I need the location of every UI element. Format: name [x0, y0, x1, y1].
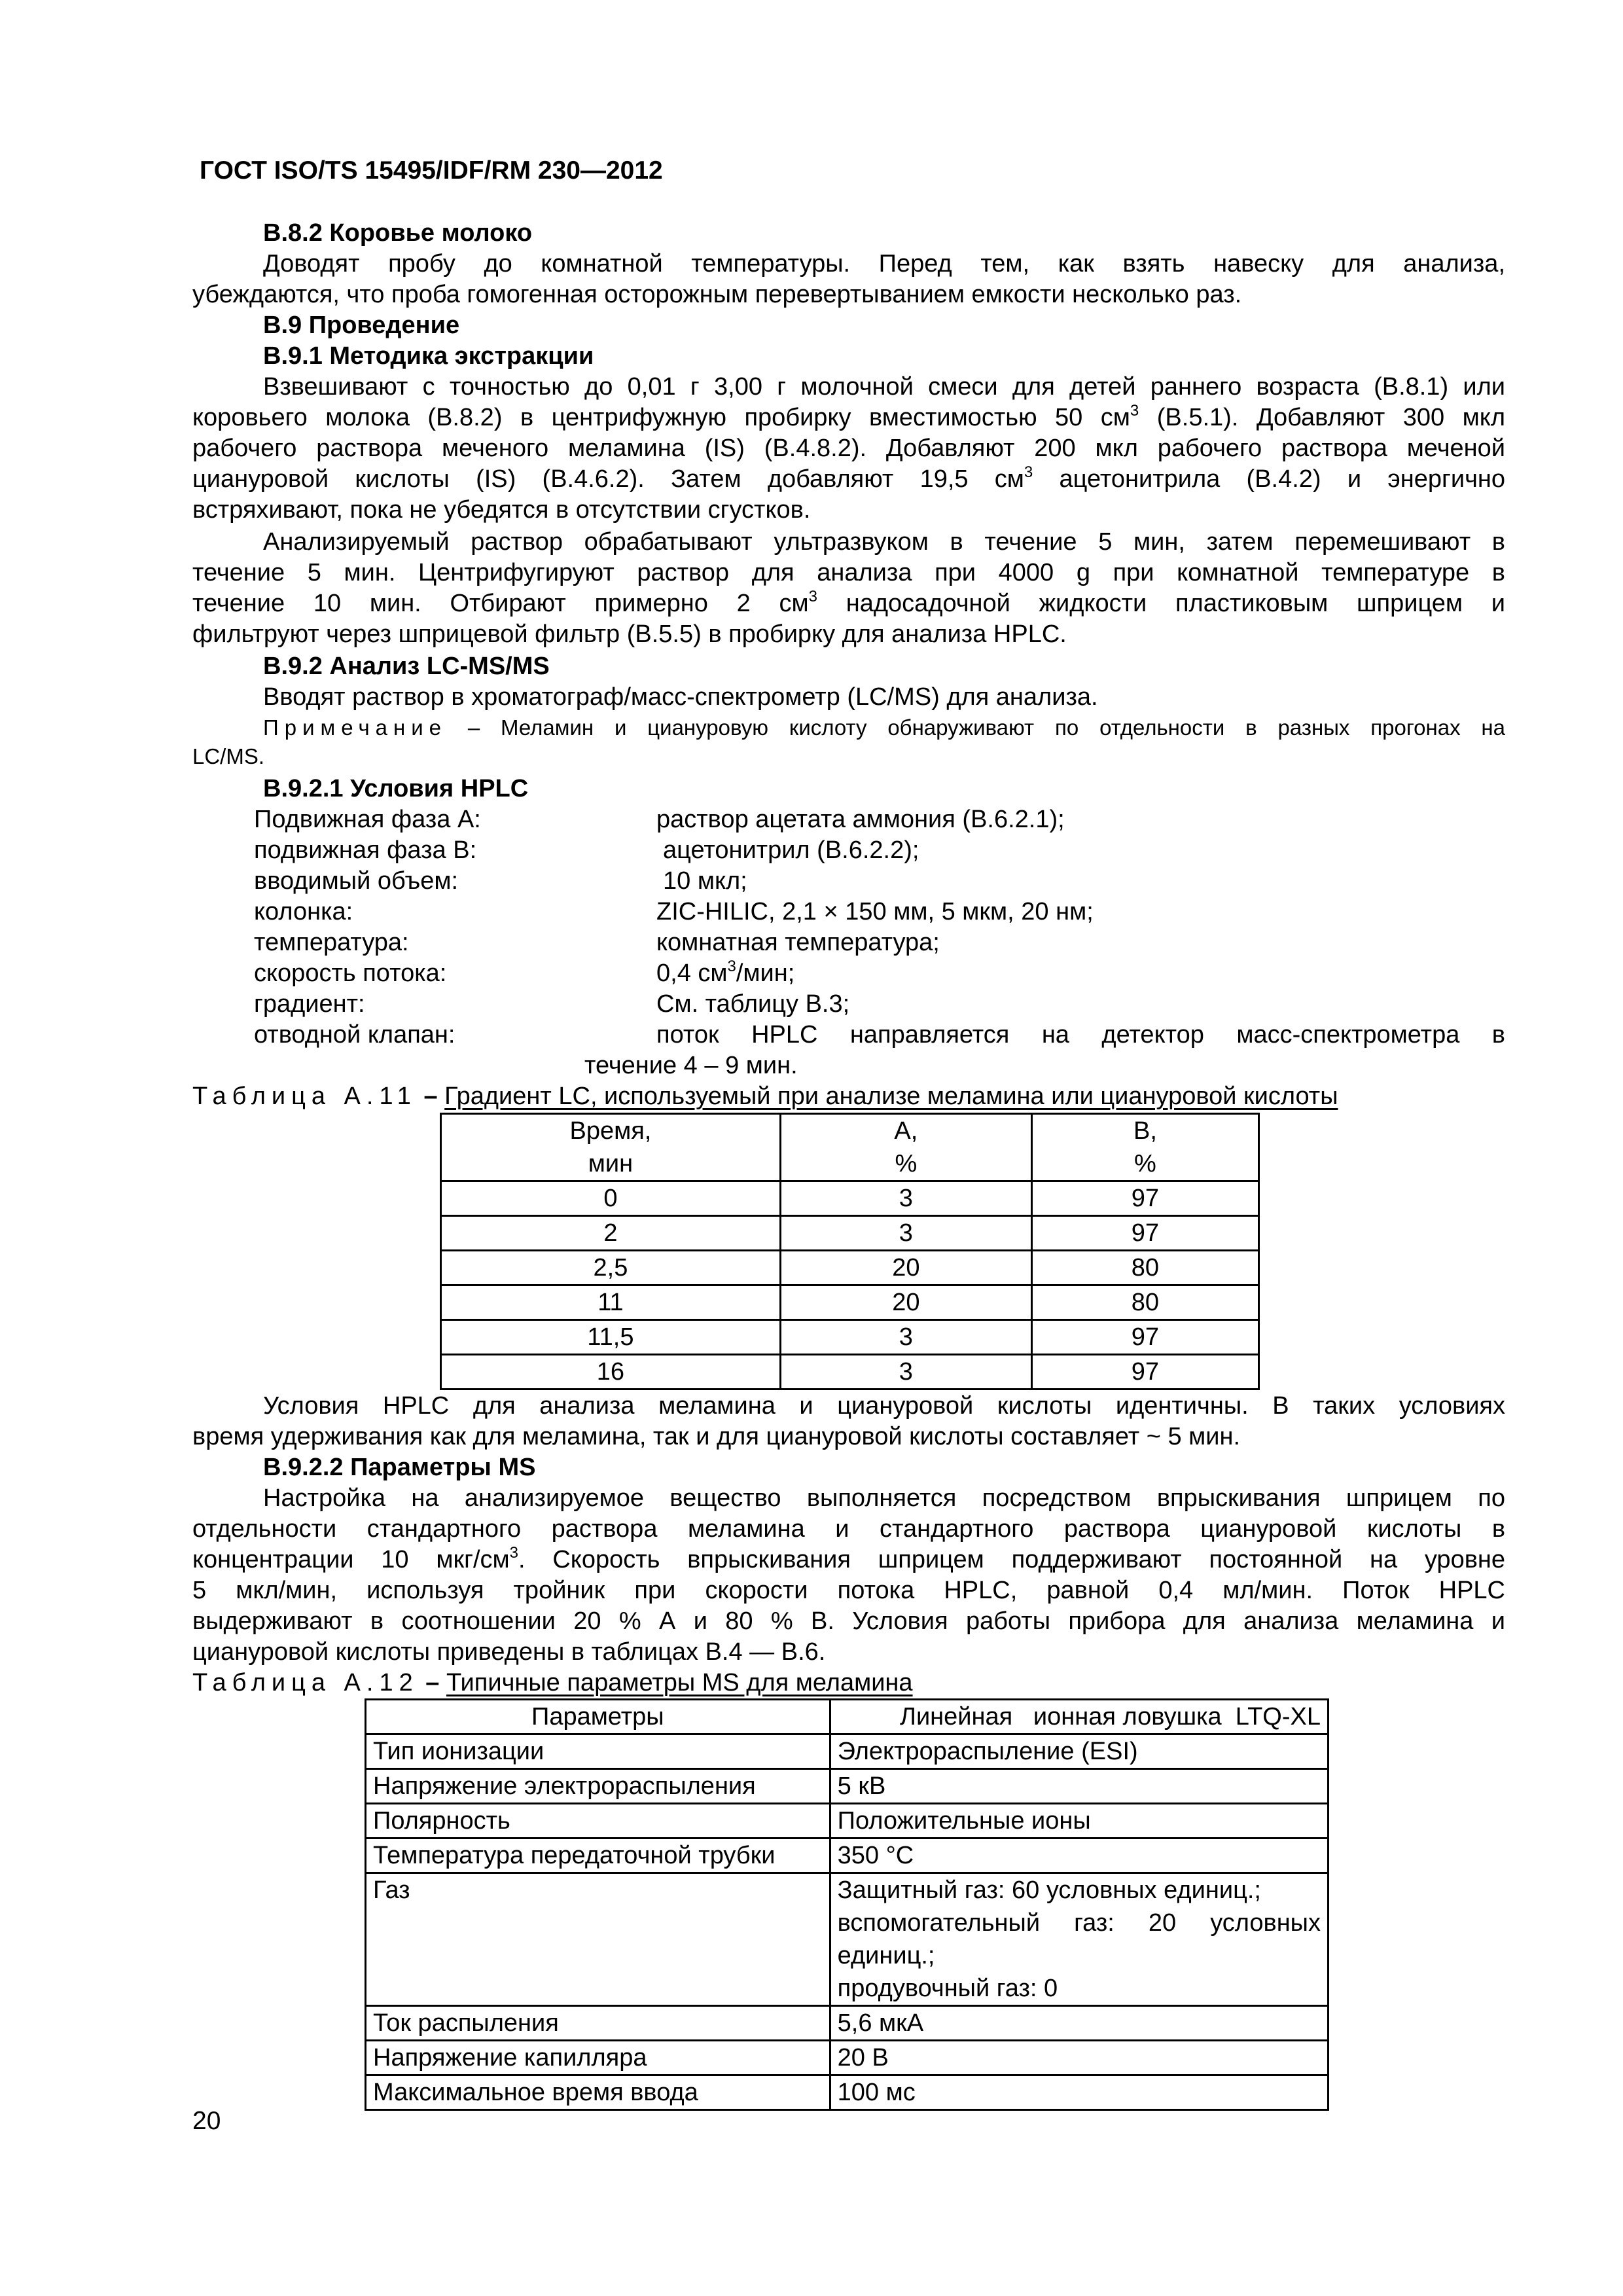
caption-dash: –: [423, 1083, 438, 1110]
table-header-row: [441, 1114, 1259, 1181]
table-row: [441, 1216, 1259, 1251]
section-heading-b91: В.9.1 Методика экстракции: [263, 342, 594, 370]
table-cell: 11,5: [441, 1320, 781, 1355]
note-line: [263, 713, 1505, 743]
paragraph-line: Условия HPLC для анализа меламина и циануровой кислоты идентичны. В таких условиях: [263, 1392, 1505, 1420]
paragraph-line: Анализируемый раствор обрабатывают ультразвуком в течение 5 мин, затем перемешивают в: [263, 528, 1505, 556]
condition-value: 10 мкл;: [663, 867, 747, 895]
param-cell: Ток распыления: [366, 2006, 830, 2041]
paragraph-line: [192, 588, 1505, 619]
condition-value: См. таблицу В.3;: [656, 990, 850, 1018]
header-line: %: [1134, 1150, 1156, 1177]
paragraph-line: Вводят раствор в хроматограф/масс-спектрометр (LC/MS) для анализа.: [263, 683, 1098, 711]
param-cell: Напряжение электрораспыления: [366, 1769, 830, 1804]
note-line: LC/MS.: [192, 744, 265, 768]
section-heading-b922: В.9.2.2 Параметры MS: [263, 1454, 536, 1481]
text-run: (В.5.1). Добавляют 300 мкл: [1156, 404, 1505, 431]
table-row: [366, 1734, 1329, 1769]
header-cell: [1031, 1114, 1258, 1181]
value-line: Защитный газ: 60 условных единиц.;: [837, 1876, 1261, 1904]
paragraph-line: 5 мкл/мин, используя тройник при скорости потока HPLC, равной 0,4 мл/мин. Поток HPLC: [192, 1577, 1505, 1604]
table-row: [441, 1320, 1259, 1355]
header-cell: [780, 1114, 1031, 1181]
condition-label: колонка:: [254, 898, 353, 925]
table-caption: [192, 1081, 1338, 1111]
caption-text: Типичные параметры MS для меламина: [446, 1669, 913, 1696]
paragraph-line: время удерживания как для меламина, так и для циануровой кислоты составляет ~ 5 мин.: [192, 1423, 1241, 1450]
param-cell: Полярность: [366, 1804, 830, 1839]
paragraph-line: отдельности стандартного раствора меламина и стандартного раствора циануровой кислоты в: [192, 1515, 1505, 1543]
condition-label: температура:: [254, 929, 409, 956]
superscript: 3: [1024, 463, 1033, 481]
table-cell: 3: [780, 1216, 1031, 1251]
table-cell: 97: [1031, 1355, 1258, 1390]
condition-value: ацетонитрил (В.6.2.2);: [663, 836, 919, 864]
condition-value: [656, 958, 794, 988]
section-heading-b82: В.8.2 Коровье молоко: [263, 219, 533, 247]
paragraph-line: циануровой кислоты приведены в таблицах В.4 — В.6.: [192, 1638, 826, 1666]
caption-label: Таблица А.12: [192, 1669, 419, 1696]
header-line: Время,: [569, 1117, 652, 1145]
param-cell: Газ: [366, 1873, 830, 2006]
value-line: продувочный газ: 0: [837, 1975, 1058, 2002]
caption-text: Градиент LC, используемый при анализе меламина или циануровой кислоты: [444, 1083, 1338, 1110]
paragraph-line: Доводят пробу до комнатной температуры. Перед тем, как взять навеску для анализа,: [263, 250, 1505, 278]
table-cell: 80: [1031, 1251, 1258, 1285]
section-heading-b9: В.9 Проведение: [263, 312, 460, 339]
text-run: коровьего молока (В.8.2) в центрифужную пробирку вместимостью 50 см: [192, 404, 1130, 431]
table-row: [441, 1251, 1259, 1285]
value-cell: 350 °С: [830, 1839, 1328, 1873]
value-line: вспомогательный газ: 20 условных: [837, 1909, 1321, 1937]
condition-label: вводимый объем:: [254, 867, 459, 895]
condition-label: подвижная фаза В:: [254, 836, 477, 864]
table-cell: 2,5: [441, 1251, 781, 1285]
table-row: [366, 1804, 1329, 1839]
text-run: ацетонитрила (В.4.2) и энергично: [1059, 465, 1505, 493]
value-cell: Электрораспыление (ESI): [830, 1734, 1328, 1769]
condition-label: отводной клапан:: [254, 1021, 455, 1049]
section-heading-b921: В.9.2.1 Условия HPLC: [263, 775, 529, 802]
text-run: 0,4 см: [656, 960, 728, 987]
value-line: единиц.;: [837, 1942, 935, 1969]
table-cell: 80: [1031, 1285, 1258, 1320]
superscript: 3: [727, 958, 736, 975]
param-cell: Тип ионизации: [366, 1734, 830, 1769]
table-row: [366, 2006, 1329, 2041]
value-cell: [830, 1873, 1328, 2006]
paragraph-line: Взвешивают с точностью до 0,01 г 3,00 г молочной смеси для детей раннего возраста (В.8.1) или: [263, 373, 1505, 401]
ms-parameters-table: [365, 1698, 1329, 2111]
text-run: циануровой кислоты (IS) (В.4.6.2). Затем добавляют 19,5 см: [192, 465, 1024, 493]
value-cell: 100 мс: [830, 2075, 1328, 2110]
condition-value: поток HPLC направляется на детектор масс-спектрометра в: [656, 1021, 1505, 1049]
table-cell: 2: [441, 1216, 781, 1251]
table-row: [441, 1181, 1259, 1216]
table-row: [441, 1285, 1259, 1320]
table-row: [366, 1839, 1329, 1873]
paragraph-line: убеждаются, что проба гомогенная осторожным перевертыванием емкости несколько раз.: [192, 281, 1242, 308]
page-number: 20: [192, 2107, 221, 2135]
header-cell: [441, 1114, 781, 1181]
value-cell: 5 кВ: [830, 1769, 1328, 1804]
value-cell: 5,6 мкА: [830, 2006, 1328, 2041]
header-line: мин: [588, 1150, 633, 1177]
paragraph-line: [192, 1545, 1505, 1575]
table-cell: 20: [780, 1251, 1031, 1285]
param-cell: Напряжение капилляра: [366, 2041, 830, 2075]
condition-value: ZIC-HILIC, 2,1 × 150 мм, 5 мкм, 20 нм;: [656, 898, 1094, 925]
table-cell: 16: [441, 1355, 781, 1390]
superscript: 3: [1130, 402, 1139, 420]
header-cell: Линейная ионная ловушка LTQ-XL: [830, 1700, 1328, 1734]
header-line: А,: [894, 1117, 918, 1145]
gradient-table: [440, 1113, 1260, 1390]
table-row: [366, 2075, 1329, 2110]
paragraph-line: течение 5 мин. Центрифугируют раствор для анализа при 4000 g при комнатной температуре в: [192, 559, 1505, 586]
value-cell: Положительные ионы: [830, 1804, 1328, 1839]
document-header: ГОСТ ISO/TS 15495/IDF/RM 230—2012: [200, 156, 663, 185]
superscript: 3: [808, 588, 817, 605]
table-cell: 97: [1031, 1320, 1258, 1355]
text-run: . Скорость впрыскивания шприцем поддерживают постоянной на уровне: [518, 1546, 1506, 1573]
text-run: /мин;: [736, 960, 795, 987]
paragraph-line: выдерживают в соотношении 20 % А и 80 % В. Условия работы прибора для анализа меламина и: [192, 1607, 1505, 1635]
table-row: [366, 2041, 1329, 2075]
table-cell: 0: [441, 1181, 781, 1216]
header-cell: Параметры: [366, 1700, 830, 1734]
table-row: [366, 1769, 1329, 1804]
condition-label: Подвижная фаза А:: [254, 806, 481, 833]
table-row: [441, 1355, 1259, 1390]
text-run: течение 10 мин. Отбирают примерно 2 см: [192, 590, 809, 617]
paragraph-line: Настройка на анализируемое вещество выполняется посредством впрыскивания шприцем по: [263, 1484, 1505, 1512]
section-heading-b92: В.9.2 Анализ LC-MS/MS: [263, 653, 550, 680]
caption-dash: –: [425, 1669, 440, 1696]
condition-label: скорость потока:: [254, 960, 447, 987]
condition-value-cont: течение 4 – 9 мин.: [584, 1052, 798, 1079]
caption-label: Таблица А.11: [192, 1083, 417, 1110]
condition-value: раствор ацетата аммония (В.6.2.1);: [656, 806, 1065, 833]
table-cell: 11: [441, 1285, 781, 1320]
param-cell: Температура передаточной трубки: [366, 1839, 830, 1873]
table-row: [366, 1873, 1329, 2006]
condition-label: градиент:: [254, 990, 365, 1018]
param-cell: Максимальное время ввода: [366, 2075, 830, 2110]
table-caption: [192, 1668, 913, 1698]
table-cell: 3: [780, 1181, 1031, 1216]
table-cell: 97: [1031, 1216, 1258, 1251]
condition-value: комнатная температура;: [656, 929, 940, 956]
header-line: В,: [1133, 1117, 1157, 1145]
note-text: – Меламин и циануровую кислоту обнаруживают по отдельности в разных прогонах на: [467, 715, 1505, 740]
paragraph-line: рабочего раствора меченого меламина (IS) (В.4.8.2). Добавляют 200 мкл рабочего раствора меченой: [192, 435, 1505, 462]
superscript: 3: [509, 1544, 519, 1562]
table-cell: 3: [780, 1355, 1031, 1390]
paragraph-line: фильтруют через шприцевой фильтр (В.5.5) в пробирку для анализа HPLC.: [192, 620, 1067, 648]
table-cell: 3: [780, 1320, 1031, 1355]
text-run: надосадочной жидкости пластиковым шприцем и: [846, 590, 1505, 617]
note-label: Примечание: [263, 715, 448, 740]
table-cell: 20: [780, 1285, 1031, 1320]
table-cell: 97: [1031, 1181, 1258, 1216]
paragraph-line: [192, 464, 1505, 494]
text-run: концентрации 10 мкг/см: [192, 1546, 510, 1573]
header-line: %: [895, 1150, 918, 1177]
paragraph-line: [192, 403, 1505, 433]
paragraph-line: встряхивают, пока не убедятся в отсутствии сгустков.: [192, 496, 811, 524]
table-header-row: [366, 1700, 1329, 1734]
value-cell: 20 В: [830, 2041, 1328, 2075]
